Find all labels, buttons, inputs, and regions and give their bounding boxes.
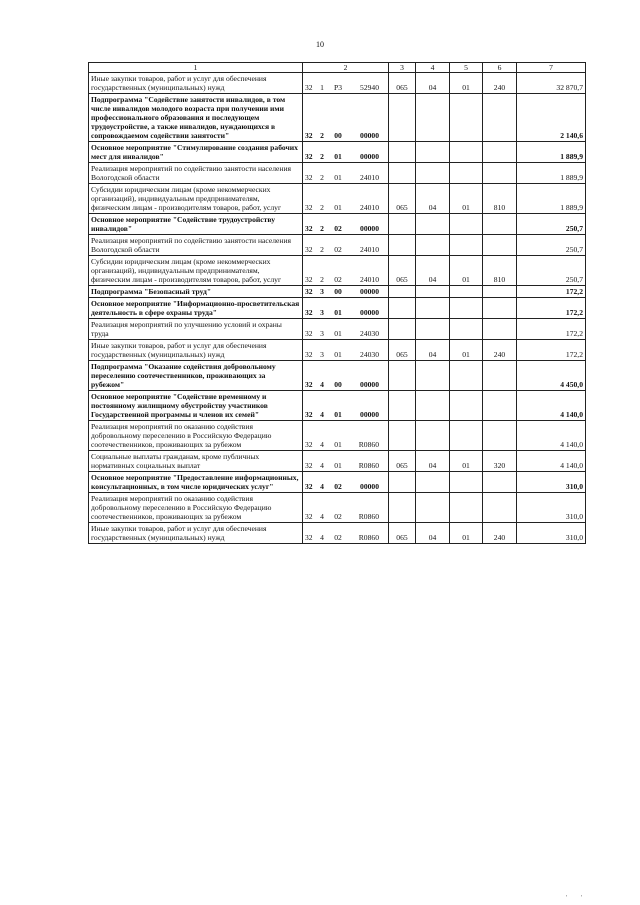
row-subsection-code: 01 xyxy=(450,451,483,472)
csr-part: 2 xyxy=(320,224,324,233)
table-row xyxy=(89,340,586,361)
csr-part: 01 xyxy=(334,152,342,161)
table-row xyxy=(89,256,586,286)
row-ministry-code xyxy=(389,361,416,391)
csr-part: P3 xyxy=(333,83,343,92)
row-subsection-code: 01 xyxy=(450,340,483,361)
row-name: Реализация мероприятий по оказанию содействия добровольному переселению в Российскую Федерацию соотечественников, проживающих за рубежом xyxy=(89,421,303,451)
row-amount: 310,0 xyxy=(517,523,586,544)
table-row xyxy=(89,472,586,493)
row-csr-code xyxy=(303,319,389,340)
scan-marks: ' ' xyxy=(566,894,589,902)
csr-part: 4 xyxy=(320,380,324,389)
row-expense-type xyxy=(483,319,517,340)
csr-part: 32 xyxy=(305,329,313,338)
row-csr-code xyxy=(303,472,389,493)
row-csr-code xyxy=(303,523,389,544)
csr-part: 00 xyxy=(334,287,342,296)
csr-part: 4 xyxy=(320,512,324,521)
row-subsection-code xyxy=(450,235,483,256)
csr-part: 32 xyxy=(305,410,313,419)
row-section-code xyxy=(416,319,450,340)
row-section-code xyxy=(416,472,450,493)
table-row xyxy=(89,286,586,298)
row-name: Иные закупки товаров, работ и услуг для обеспечения государственных (муниципальных) нужд xyxy=(89,340,303,361)
csr-part: 52940 xyxy=(360,83,379,92)
csr-part: R0860 xyxy=(358,440,379,449)
csr-part: 00 xyxy=(334,380,342,389)
csr-part: 32 xyxy=(305,287,313,296)
row-section-code: 04 xyxy=(416,523,450,544)
csr-part: 32 xyxy=(305,245,313,254)
csr-part: 24010 xyxy=(360,275,379,284)
row-ministry-code: 065 xyxy=(389,256,416,286)
row-subsection-code xyxy=(450,493,483,523)
row-name: Реализация мероприятий по оказанию содействия добровольному переселению в Российскую Федерацию соотечественников, проживающих за рубежом xyxy=(89,493,303,523)
row-amount: 172,2 xyxy=(517,298,586,319)
row-ministry-code xyxy=(389,421,416,451)
row-section-code xyxy=(416,214,450,235)
row-csr-code xyxy=(303,340,389,361)
row-csr-code xyxy=(303,184,389,214)
row-section-code xyxy=(416,235,450,256)
csr-part: 32 xyxy=(305,275,313,284)
row-amount: 32 870,7 xyxy=(517,73,586,94)
row-name: Подпрограмма "Безопасный труд" xyxy=(89,286,303,298)
header-cell: 6 xyxy=(483,63,517,73)
table-row xyxy=(89,391,586,421)
row-ministry-code xyxy=(389,298,416,319)
csr-part: 2 xyxy=(320,245,324,254)
csr-part: 32 xyxy=(305,512,313,521)
row-ministry-code xyxy=(389,286,416,298)
row-csr-code xyxy=(303,73,389,94)
csr-part: 4 xyxy=(320,410,324,419)
csr-part: 2 xyxy=(320,203,324,212)
row-csr-code xyxy=(303,235,389,256)
row-expense-type xyxy=(483,493,517,523)
csr-part: 00000 xyxy=(360,287,379,296)
header-cell: 4 xyxy=(416,63,450,73)
table-row xyxy=(89,235,586,256)
row-name: Основное мероприятие "Стимулирование создания рабочих мест для инвалидов" xyxy=(89,142,303,163)
row-name: Реализация мероприятий по содействию занятости населения Вологодской области xyxy=(89,163,303,184)
row-subsection-code xyxy=(450,391,483,421)
row-name: Основное мероприятие "Информационно-просветительская деятельность в сфере охраны труда" xyxy=(89,298,303,319)
csr-part: 01 xyxy=(334,410,342,419)
row-expense-type: 810 xyxy=(483,184,517,214)
row-ministry-code: 065 xyxy=(389,73,416,94)
row-section-code: 04 xyxy=(416,451,450,472)
csr-part: 32 xyxy=(305,131,313,140)
row-amount: 310,0 xyxy=(517,472,586,493)
csr-part: 00000 xyxy=(360,152,379,161)
row-expense-type: 320 xyxy=(483,451,517,472)
row-amount: 250,7 xyxy=(517,235,586,256)
row-section-code xyxy=(416,286,450,298)
page-number: 10 xyxy=(316,40,324,49)
csr-part: 02 xyxy=(334,512,342,521)
header-cell: 7 xyxy=(517,63,586,73)
csr-part: 32 xyxy=(305,380,313,389)
row-expense-type: 240 xyxy=(483,340,517,361)
row-csr-code xyxy=(303,451,389,472)
row-expense-type xyxy=(483,142,517,163)
csr-part: 01 xyxy=(334,308,342,317)
row-name: Социальные выплаты гражданам, кроме публичных нормативных социальных выплат xyxy=(89,451,303,472)
csr-part: 01 xyxy=(334,203,342,212)
csr-part: 3 xyxy=(320,308,324,317)
row-amount: 250,7 xyxy=(517,256,586,286)
csr-part: 01 xyxy=(334,350,342,359)
csr-part: 4 xyxy=(320,461,324,470)
row-expense-type: 240 xyxy=(483,523,517,544)
row-amount: 250,7 xyxy=(517,214,586,235)
table-header-row xyxy=(89,63,586,73)
csr-part: 00000 xyxy=(360,410,379,419)
csr-part: 02 xyxy=(334,533,342,542)
csr-part: 2 xyxy=(320,152,324,161)
row-subsection-code: 01 xyxy=(450,184,483,214)
csr-part: R0860 xyxy=(358,533,379,542)
row-csr-code xyxy=(303,142,389,163)
csr-part: 3 xyxy=(320,350,324,359)
csr-part: 2 xyxy=(320,131,324,140)
row-expense-type xyxy=(483,391,517,421)
row-amount: 1 889,9 xyxy=(517,163,586,184)
row-ministry-code: 065 xyxy=(389,451,416,472)
csr-part: 32 xyxy=(305,152,313,161)
table-row xyxy=(89,523,586,544)
csr-part: R0860 xyxy=(358,512,379,521)
table-row xyxy=(89,214,586,235)
row-name: Иные закупки товаров, работ и услуг для обеспечения государственных (муниципальных) нужд xyxy=(89,73,303,94)
row-amount: 4 140,0 xyxy=(517,451,586,472)
csr-part: 4 xyxy=(320,482,324,491)
row-section-code xyxy=(416,421,450,451)
row-ministry-code xyxy=(389,472,416,493)
header-cell: 1 xyxy=(89,63,303,73)
row-csr-code xyxy=(303,214,389,235)
row-name: Основное мероприятие "Предоставление информационных, консультационных, в том числе юридических услуг" xyxy=(89,472,303,493)
table-row xyxy=(89,142,586,163)
header-cell: 3 xyxy=(389,63,416,73)
row-csr-code xyxy=(303,298,389,319)
row-amount: 172,2 xyxy=(517,286,586,298)
row-subsection-code xyxy=(450,319,483,340)
row-subsection-code: 01 xyxy=(450,523,483,544)
csr-part: 4 xyxy=(320,533,324,542)
csr-part: 4 xyxy=(320,440,324,449)
row-subsection-code xyxy=(450,298,483,319)
row-expense-type xyxy=(483,286,517,298)
table-row xyxy=(89,184,586,214)
row-section-code xyxy=(416,94,450,142)
csr-part: 01 xyxy=(334,440,342,449)
row-expense-type xyxy=(483,214,517,235)
row-ministry-code xyxy=(389,94,416,142)
csr-part: 24030 xyxy=(360,350,379,359)
row-expense-type xyxy=(483,163,517,184)
row-expense-type xyxy=(483,361,517,391)
table-row xyxy=(89,298,586,319)
row-expense-type xyxy=(483,94,517,142)
row-ministry-code: 065 xyxy=(389,184,416,214)
row-csr-code xyxy=(303,286,389,298)
row-amount: 4 140,0 xyxy=(517,391,586,421)
row-ministry-code xyxy=(389,391,416,421)
csr-part: 02 xyxy=(334,275,342,284)
row-csr-code xyxy=(303,493,389,523)
csr-part: 01 xyxy=(334,173,342,182)
csr-part: 32 xyxy=(305,308,313,317)
csr-part: 24010 xyxy=(360,245,379,254)
csr-part: 3 xyxy=(320,329,324,338)
row-ministry-code xyxy=(389,163,416,184)
csr-part: R0860 xyxy=(358,461,379,470)
row-expense-type xyxy=(483,472,517,493)
row-ministry-code xyxy=(389,493,416,523)
row-name: Реализация мероприятий по улучшению условий и охраны труда xyxy=(89,319,303,340)
row-csr-code xyxy=(303,391,389,421)
row-subsection-code xyxy=(450,472,483,493)
row-csr-code xyxy=(303,421,389,451)
row-subsection-code xyxy=(450,421,483,451)
csr-part: 01 xyxy=(334,461,342,470)
row-name: Субсидии юридическим лицам (кроме некоммерческих организаций), индивидуальным предпринимателям, физическим лицам - производителям товаров, работ, услуг xyxy=(89,256,303,286)
csr-part: 02 xyxy=(334,245,342,254)
row-subsection-code xyxy=(450,361,483,391)
row-ministry-code xyxy=(389,235,416,256)
table-row xyxy=(89,421,586,451)
row-name: Иные закупки товаров, работ и услуг для обеспечения государственных (муниципальных) нужд xyxy=(89,523,303,544)
csr-part: 32 xyxy=(305,461,313,470)
row-ministry-code xyxy=(389,319,416,340)
csr-part: 00000 xyxy=(360,131,379,140)
header-cell: 2 xyxy=(303,63,389,73)
csr-part: 24030 xyxy=(360,329,379,338)
row-expense-type: 240 xyxy=(483,73,517,94)
csr-part: 2 xyxy=(320,275,324,284)
table-row xyxy=(89,493,586,523)
row-name: Основное мероприятие "Содействие временному и постоянному жилищному обустройству участников Государственной программы и членов их семей" xyxy=(89,391,303,421)
csr-part: 3 xyxy=(320,287,324,296)
row-section-code xyxy=(416,163,450,184)
row-section-code: 04 xyxy=(416,256,450,286)
csr-part: 1 xyxy=(320,83,324,92)
csr-part: 32 xyxy=(305,203,313,212)
table-row xyxy=(89,319,586,340)
csr-part: 00000 xyxy=(360,482,379,491)
csr-part: 32 xyxy=(305,350,313,359)
row-name: Подпрограмма "Оказание содействия добровольному переселению соотечественников, проживающих за рубежом" xyxy=(89,361,303,391)
row-name: Подпрограмма "Содействие занятости инвалидов, в том числе инвалидов молодого возраста при получении ими профессионального образования и последующем трудоустройстве, а также инвалидов, нуждающихся в сопровождаемом содействии занятости" xyxy=(89,94,303,142)
row-amount: 4 450,0 xyxy=(517,361,586,391)
row-section-code: 04 xyxy=(416,184,450,214)
row-csr-code xyxy=(303,94,389,142)
row-name: Реализация мероприятий по содействию занятости населения Вологодской области xyxy=(89,235,303,256)
row-csr-code xyxy=(303,361,389,391)
row-expense-type xyxy=(483,421,517,451)
csr-part: 00000 xyxy=(360,308,379,317)
table-row xyxy=(89,163,586,184)
row-amount: 1 889,9 xyxy=(517,142,586,163)
csr-part: 02 xyxy=(334,224,342,233)
row-section-code xyxy=(416,298,450,319)
row-ministry-code xyxy=(389,142,416,163)
csr-part: 32 xyxy=(305,533,313,542)
row-csr-code xyxy=(303,256,389,286)
csr-part: 00000 xyxy=(360,224,379,233)
csr-part: 00 xyxy=(334,131,342,140)
csr-part: 32 xyxy=(305,83,313,92)
row-ministry-code: 065 xyxy=(389,340,416,361)
row-subsection-code xyxy=(450,163,483,184)
row-amount: 2 140,6 xyxy=(517,94,586,142)
row-expense-type: 810 xyxy=(483,256,517,286)
row-csr-code xyxy=(303,163,389,184)
row-ministry-code xyxy=(389,214,416,235)
table-row xyxy=(89,451,586,472)
csr-part: 24010 xyxy=(360,203,379,212)
row-section-code xyxy=(416,142,450,163)
row-subsection-code xyxy=(450,94,483,142)
row-subsection-code: 01 xyxy=(450,256,483,286)
table-row xyxy=(89,73,586,94)
header-cell: 5 xyxy=(450,63,483,73)
csr-part: 32 xyxy=(305,224,313,233)
row-name: Основное мероприятие "Содействие трудоустройству инвалидов" xyxy=(89,214,303,235)
csr-part: 00000 xyxy=(360,380,379,389)
row-section-code xyxy=(416,361,450,391)
table-row xyxy=(89,94,586,142)
row-subsection-code xyxy=(450,142,483,163)
row-subsection-code: 01 xyxy=(450,73,483,94)
row-section-code xyxy=(416,391,450,421)
row-section-code xyxy=(416,493,450,523)
row-amount: 172,2 xyxy=(517,340,586,361)
row-amount: 310,0 xyxy=(517,493,586,523)
row-amount: 1 889,9 xyxy=(517,184,586,214)
row-amount: 4 140,0 xyxy=(517,421,586,451)
table-row xyxy=(89,361,586,391)
csr-part: 32 xyxy=(305,482,313,491)
csr-part: 32 xyxy=(305,173,313,182)
row-section-code: 04 xyxy=(416,73,450,94)
csr-part: 2 xyxy=(320,173,324,182)
row-amount: 172,2 xyxy=(517,319,586,340)
row-name: Субсидии юридическим лицам (кроме некоммерческих организаций), индивидуальным предпринимателям, физическим лицам - производителям товаров, работ, услуг xyxy=(89,184,303,214)
csr-part: 32 xyxy=(305,440,313,449)
row-expense-type xyxy=(483,235,517,256)
row-ministry-code: 065 xyxy=(389,523,416,544)
row-subsection-code xyxy=(450,214,483,235)
csr-part: 24010 xyxy=(360,173,379,182)
row-expense-type xyxy=(483,298,517,319)
csr-part: 01 xyxy=(334,329,342,338)
row-section-code: 04 xyxy=(416,340,450,361)
budget-table xyxy=(88,62,586,544)
csr-part: 02 xyxy=(334,482,342,491)
row-subsection-code xyxy=(450,286,483,298)
